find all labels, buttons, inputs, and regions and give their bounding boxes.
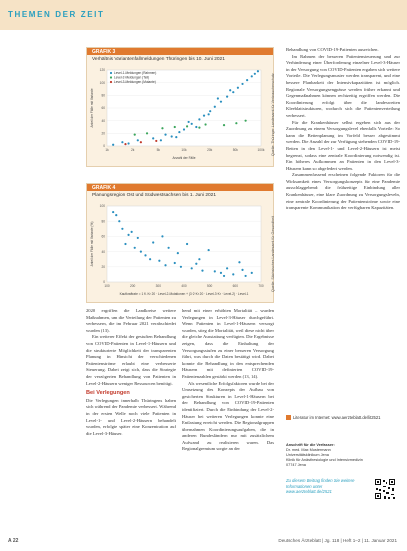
- data-point: [134, 247, 136, 249]
- data-point: [183, 128, 185, 130]
- y-tick-label: 0: [103, 144, 105, 149]
- data-point: [208, 249, 210, 251]
- x-tick-label: 50k: [232, 148, 238, 152]
- data-point: [118, 220, 120, 222]
- x-tick-label: 600: [232, 284, 238, 288]
- data-point: [195, 263, 197, 265]
- grafik4-title: Planungsregion Ost und Südwestsachsen bis 1. Juni 2021: [92, 193, 217, 198]
- grafik4-chart: [89, 200, 267, 298]
- data-point: [121, 141, 123, 143]
- data-point: [203, 115, 205, 117]
- data-point: [161, 127, 163, 129]
- data-point: [131, 231, 133, 233]
- legend-label: Level-2-Meldungen (Teil): [114, 75, 150, 80]
- data-point: [232, 91, 234, 93]
- data-point: [134, 134, 136, 136]
- data-point: [186, 243, 188, 245]
- grafik3-box: [86, 47, 274, 167]
- data-point: [226, 267, 228, 269]
- contact-line-5: 07747 Jena: [286, 463, 306, 467]
- data-point: [246, 79, 248, 81]
- data-point: [254, 73, 256, 75]
- x-tick-label: 700: [258, 284, 264, 288]
- data-point: [191, 267, 193, 269]
- contact-line-4: Klinik für Anästhesiologie und Intensivmedizin: [286, 458, 363, 462]
- data-point: [152, 241, 154, 243]
- x-tick-label: 200: [130, 284, 136, 288]
- grafik3-title: Verhältnis Variantenfallmeldungen Thüringen bis 10. Juni 2021: [92, 57, 225, 62]
- data-point: [177, 252, 179, 254]
- grafik3-label: GRAFIK 3: [92, 48, 116, 55]
- data-point: [209, 110, 211, 112]
- y-tick-label: 0: [103, 280, 105, 285]
- grafik4-box: [86, 183, 274, 303]
- contact-line-3: Universitätsklinikum Jena: [286, 453, 329, 457]
- page-header: [0, 0, 407, 30]
- qr-block: [286, 478, 400, 495]
- data-point: [127, 142, 129, 144]
- contact-line-1: Anschrift für die Verfasser:: [286, 443, 335, 447]
- y-tick-label: 60: [101, 234, 105, 239]
- data-point: [160, 139, 162, 141]
- data-point: [245, 275, 247, 277]
- data-point: [201, 270, 203, 272]
- grafik3-source: Quelle: Thüringer Landesamt für Verbraucherschutz: [271, 73, 275, 156]
- right-para-4: Zusammenfassend erscheinen folgende Faktoren für die Wirksamkeit eines Versorgungskonzepts für eine Pandemie ausschlaggebend: die frühzeitige Einbindung aller Krankenhäuser, eine klare Zuordnung zu Versorgungsleveln, eine zentrale Koordinierung der Patientenströme sowie eine transparente Kommunikation der verfügbaren Kapazitäten.: [286, 172, 400, 211]
- data-point: [164, 264, 166, 266]
- right-para-1: Behandlung von COVID-19-Patienten ausreichen.: [286, 47, 379, 52]
- right-para-3: Für die Krankenhäuser selbst ergeben sich aus der Zuordnung zu einem Versorgungslevel ebenfalls Vorteile: So kann die Bettenplanung im Vorfeld besser abgestimmt werden. Die Anzahl der zur Verfügung stehenden COVID-19-Betten in den Level-1- und Level-2-Häusern ist meist begrenzt, sodass eine zentrale Koordinierung notwendig ist. Ein höheres Aufkommen an Patienten in den Level-3-Häusern kann so abgefedert werden.: [286, 119, 400, 171]
- left-column: [86, 308, 176, 534]
- qr-code-icon[interactable]: [374, 478, 396, 500]
- data-point: [226, 96, 228, 98]
- right-para-2: Im Rahmen der besseren Patientensteuerung und zur Verhinderung einer Überforderung einzelner Level-3-Häuser in der Versorgung von COVID-Patienten ergaben sich weitere Vorteile. Die Verlegungsmuster werden transparent, und eine bessere Planbarkeit der Intensivkapazitäten ist möglich. Regionale Versorgungsengpässe werden früher erkannt und Gegenmaßnahmen können rechtzeitig ergriffen werden. Die Koordinierung erfolgt über die landesweiten Kleeblattstrukturen, wodurch sich die Patientenverteilung verbessert.: [286, 53, 400, 118]
- grafik3-tag: [87, 48, 273, 55]
- data-point: [195, 126, 197, 128]
- data-point: [245, 120, 247, 122]
- data-point: [121, 228, 123, 230]
- x-tick-label: 5k: [156, 148, 161, 152]
- data-point: [174, 126, 176, 128]
- data-point: [164, 134, 166, 136]
- literature-note: [286, 415, 400, 421]
- data-point: [235, 122, 237, 124]
- y-tick-label: 40: [101, 118, 105, 123]
- data-point: [238, 261, 240, 263]
- y-axis-label: Anteil der Fälle mit Variante (%): [90, 221, 94, 267]
- data-point: [241, 269, 243, 271]
- data-point: [140, 141, 142, 143]
- data-point: [223, 124, 225, 126]
- y-tick-label: 100: [99, 204, 105, 209]
- left-para-1: 2020 ergriffen die Landkreise weitere Maßnahmen, um die Verteilung der Patienten zu verbessern, die im Februar 2021 verabschiedet wurden (13).: [86, 308, 176, 333]
- data-point: [158, 260, 160, 262]
- page-number: A 22: [8, 538, 19, 544]
- legend-marker: [110, 72, 112, 74]
- data-point: [174, 262, 176, 264]
- data-point: [232, 273, 234, 275]
- data-point: [112, 144, 114, 146]
- data-point: [241, 83, 243, 85]
- literature-icon: [286, 415, 291, 420]
- literature-text: Literatur im Internet: www.aerzteblatt.de/lit2521: [293, 415, 381, 420]
- y-tick-label: 80: [101, 93, 105, 98]
- x-tick-label: 500: [207, 284, 213, 288]
- contact-line-2: Dr. med. Max Mustermann: [286, 448, 331, 452]
- data-point: [137, 237, 139, 239]
- grafik4-tag: [87, 184, 273, 191]
- data-point: [144, 254, 146, 256]
- data-point: [175, 136, 177, 138]
- grafik4-source: Quelle: Sächsisches Landesamt für Gesundheit: [271, 216, 275, 292]
- y-tick-label: 100: [99, 80, 105, 85]
- data-point: [257, 70, 259, 72]
- data-point: [146, 132, 148, 134]
- data-point: [152, 137, 154, 139]
- grafik3-chart: [89, 64, 267, 162]
- mid-para-2: Als wesentliche Erfolgsfaktoren wurde bei der Umsetzung des Konzepts der Aufbau von gesicherten Strukturen in Level-1-Häusern bei der Behandlung von COVID-19-Patienten identifiziert. Durch die Einbindung der Level-2-Häuser bei weiteren Verlegungen konnte eine Entlastung erreicht werden. Die Regionalgruppen übernahmen Koordinierungsaufgaben, die in anderen Bundesländern nur mit zusätzlichem Aufwand zu realisieren waren. Das Regionalgremium sorgte an der: [182, 380, 274, 452]
- section-title: THEMEN DER ZEIT: [8, 10, 105, 19]
- data-point: [223, 275, 225, 277]
- middle-column: [182, 308, 274, 534]
- left-para-3: Die Verlegungen innerhalb Thüringens haben sich während der Pandemie verbessert. Während in der ersten Welle noch viele Patienten in Level-1- und Level-2-Häusern behandelt wurden, erfolgte später eine Konzentration auf die Level-3-Häuser.: [86, 397, 176, 436]
- data-point: [220, 101, 222, 103]
- y-axis-label: Anteil der Fälle mit Variante: [90, 88, 94, 128]
- grafik4-label: GRAFIK 4: [92, 184, 116, 191]
- x-tick-label: 2k: [130, 148, 135, 152]
- legend-label: Level-1-Meldungen (Rahmen): [114, 71, 157, 75]
- y-tick-label: 80: [101, 219, 105, 224]
- y-tick-label: 60: [101, 106, 105, 111]
- data-point: [188, 121, 190, 123]
- data-point: [214, 270, 216, 272]
- data-point: [217, 97, 219, 99]
- x-axis-label: Anzahl der Fälle: [172, 156, 196, 160]
- data-point: [115, 214, 117, 216]
- data-point: [198, 127, 200, 129]
- data-point: [171, 135, 173, 137]
- x-tick-label: 300: [155, 284, 161, 288]
- mid-para-1: hend mit einer erhöhten Mortalität – wurden Verlegungen in Level-3-Häuser durchgeführt. Wenn Patienten in Level-1-Häusern versorgt wurden, stieg die Mortalität, weil diese nicht über die gleiche Ausstattung verfügten. Die Ergebnisse zeigen, dass die Einhaltung der Versorgungsstufen zu einer besseren Versorgung führt, was durch die Daten bestätigt wird. Dabei konnte die Behandlung in den entsprechenden Häusern mit definierten COVID-19-Patientenzahlen gestärkt werden (13, 14).: [182, 308, 274, 379]
- x-axis-label: Kaufkraftrate = 1 fl. Kr 20 · Level-2-Mutationen + (3·2·Kr 20 · Level-3·Kr · Level-2) · Level-1: [119, 292, 249, 296]
- x-tick-label: 100k: [257, 148, 265, 152]
- data-point: [155, 140, 157, 142]
- data-point: [237, 87, 239, 89]
- x-tick-label: 20k: [207, 148, 213, 152]
- data-point: [251, 75, 253, 77]
- journal-citation: Deutsches Ärzteblatt | Jg. 118 | Heft 1–2 | 11. Januar 2021: [278, 538, 397, 543]
- data-point: [124, 143, 126, 145]
- legend-marker: [110, 76, 112, 78]
- data-point: [214, 106, 216, 108]
- data-point: [180, 266, 182, 268]
- y-tick-label: 20: [101, 131, 105, 136]
- right-column: [286, 47, 400, 413]
- data-point: [149, 258, 151, 260]
- left-para-2: Ein weiterer Effekt der gestuften Behandlung von COVID-Patienten in Level-1-Häusern und die strukturierte Möglichkeit der transparenten Planung in Hinsicht der verschiedenen Patientenströme erlaubt eine verbesserte Steuerung. Dabei zeigt sich, dass die Strategie der verzögerten Behandlung von Patienten in Level-2-Häusern weniger Ressourcen benötigt.: [86, 334, 176, 386]
- x-tick-label: 100: [104, 284, 110, 288]
- legend-marker: [110, 81, 112, 83]
- data-point: [186, 125, 188, 127]
- data-point: [229, 89, 231, 91]
- contact-block: [286, 443, 400, 468]
- x-tick-label: 10k: [181, 148, 187, 152]
- data-point: [204, 123, 206, 125]
- plot-area: [107, 206, 261, 282]
- data-point: [161, 235, 163, 237]
- data-point: [140, 251, 142, 253]
- data-point: [191, 123, 193, 125]
- y-tick-label: 20: [101, 265, 105, 269]
- qr-link-text[interactable]: Zu diesem Beitrag finden Sie weitere Informationen unter www.aerzteblatt.de/2521: [286, 478, 355, 495]
- data-point: [124, 243, 126, 245]
- data-point: [220, 272, 222, 274]
- data-point: [127, 234, 129, 236]
- data-point: [198, 118, 200, 120]
- y-tick-label: 120: [99, 68, 105, 73]
- legend-label: Level-3-Meldungen (Mutante): [114, 80, 156, 84]
- y-tick-label: 40: [101, 249, 105, 254]
- x-tick-label: 1k: [105, 148, 109, 152]
- data-point: [137, 139, 139, 141]
- data-point: [251, 272, 253, 274]
- data-point: [168, 247, 170, 249]
- data-point: [198, 258, 200, 260]
- data-point: [178, 131, 180, 133]
- data-point: [208, 113, 210, 115]
- left-subhead: Bei Verlegungen: [86, 390, 130, 397]
- data-point: [112, 211, 114, 213]
- x-tick-label: 400: [181, 284, 187, 288]
